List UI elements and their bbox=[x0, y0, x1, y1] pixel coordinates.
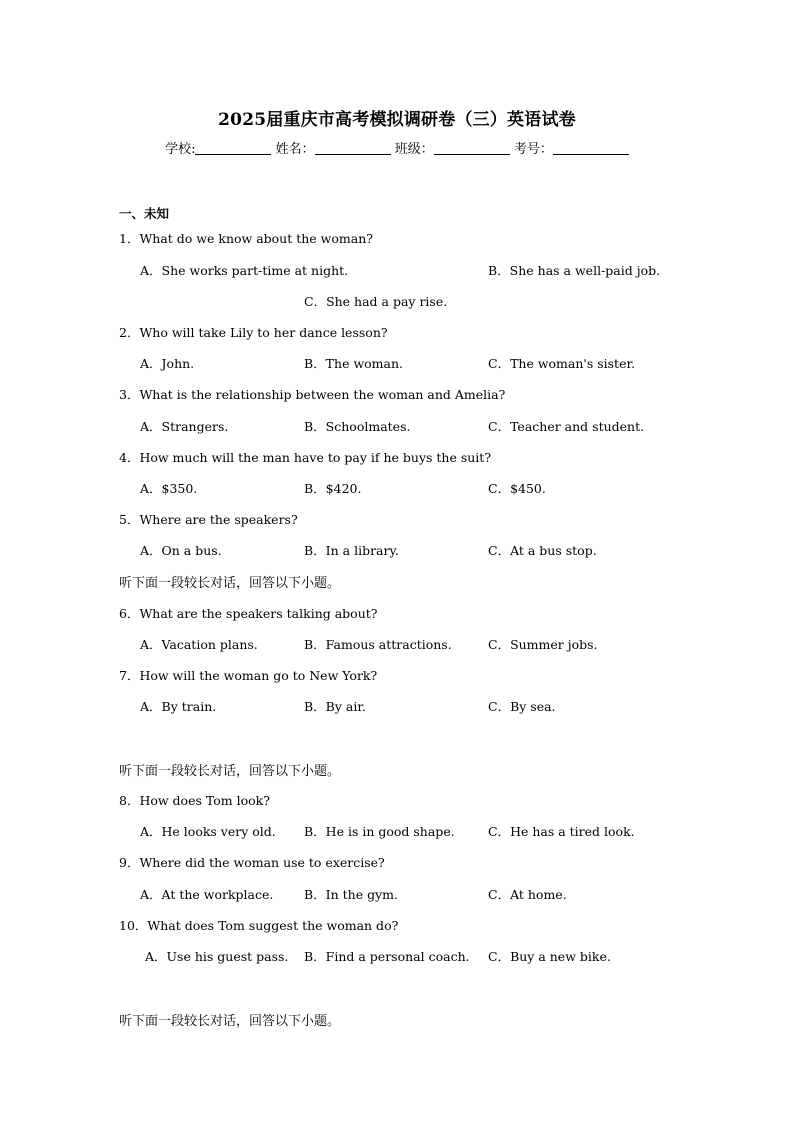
q9-option-c[interactable]: C．At home. bbox=[488, 887, 567, 902]
exam-no-label: 考号： bbox=[513, 142, 553, 157]
q6-option-c[interactable]: C．Summer jobs. bbox=[488, 637, 598, 652]
q4-option-b[interactable]: B．$420. bbox=[304, 481, 362, 496]
q6-option-b[interactable]: B．Famous attractions. bbox=[304, 637, 452, 652]
q7-option-b[interactable]: B．By air. bbox=[304, 699, 366, 714]
q2-option-c[interactable]: C．The woman's sister. bbox=[488, 356, 636, 371]
question-6: 6．What are the speakers talking about? bbox=[119, 606, 378, 621]
name-blank[interactable] bbox=[315, 141, 391, 155]
q2-option-a[interactable]: A．John. bbox=[140, 356, 195, 371]
school-blank[interactable] bbox=[195, 141, 271, 155]
q10-option-a[interactable]: A．Use his guest pass. bbox=[145, 949, 289, 964]
q7-option-c[interactable]: C．By sea. bbox=[488, 699, 556, 714]
section-heading: 一、未知 bbox=[119, 206, 170, 221]
q6-option-a[interactable]: A．Vacation plans. bbox=[140, 637, 258, 652]
q4-option-a[interactable]: A．$350. bbox=[140, 481, 198, 496]
question-7: 7．How will the woman go to New York? bbox=[119, 668, 378, 683]
q7-option-a[interactable]: A．By train. bbox=[140, 699, 217, 714]
q1-option-c[interactable]: C．She had a pay rise. bbox=[304, 294, 448, 309]
class-blank[interactable] bbox=[434, 141, 510, 155]
q8-option-b[interactable]: B．He is in good shape. bbox=[304, 824, 455, 839]
name-label: 姓名： bbox=[275, 142, 315, 157]
question-2: 2．Who will take Lily to her dance lesson? bbox=[119, 325, 388, 340]
question-1: 1．What do we know about the woman? bbox=[119, 231, 373, 246]
class-label: 班级： bbox=[394, 142, 434, 157]
question-8: 8．How does Tom look? bbox=[119, 793, 270, 808]
q3-option-b[interactable]: B．Schoolmates. bbox=[304, 419, 411, 434]
q5-option-b[interactable]: B．In a library. bbox=[304, 543, 399, 558]
question-4: 4．How much will the man have to pay if he buys the suit? bbox=[119, 450, 492, 465]
q1-option-b[interactable]: B．She has a well-paid job. bbox=[488, 263, 661, 278]
q8-option-c[interactable]: C．He has a tired look. bbox=[488, 824, 635, 839]
q2-option-b[interactable]: B．The woman. bbox=[304, 356, 403, 371]
q8-option-a[interactable]: A．He looks very old. bbox=[140, 824, 276, 839]
q1-option-a[interactable]: A．She works part-time at night. bbox=[140, 263, 349, 278]
student-info-line bbox=[0, 138, 794, 157]
listening-instruction: 听下面一段较长对话，回答以下小题。 bbox=[119, 1014, 341, 1029]
q3-option-a[interactable]: A．Strangers. bbox=[140, 419, 229, 434]
exam-no-blank[interactable] bbox=[553, 141, 629, 155]
question-9: 9．Where did the woman use to exercise? bbox=[119, 855, 385, 870]
q5-option-a[interactable]: A．On a bus. bbox=[140, 543, 222, 558]
q10-option-c[interactable]: C．Buy a new bike. bbox=[488, 949, 611, 964]
q3-option-c[interactable]: C．Teacher and student. bbox=[488, 419, 645, 434]
q4-option-c[interactable]: C．$450. bbox=[488, 481, 546, 496]
question-10: 10．What does Tom suggest the woman do? bbox=[119, 918, 399, 933]
exam-title: 2025届重庆市高考模拟调研卷（三）英语试卷 bbox=[218, 110, 576, 130]
school-label: 学校: bbox=[165, 142, 196, 157]
listening-instruction: 听下面一段较长对话，回答以下小题。 bbox=[119, 764, 341, 779]
question-5: 5．Where are the speakers? bbox=[119, 512, 298, 527]
q9-option-b[interactable]: B．In the gym. bbox=[304, 887, 398, 902]
q5-option-c[interactable]: C．At a bus stop. bbox=[488, 543, 597, 558]
q9-option-a[interactable]: A．At the workplace. bbox=[140, 887, 274, 902]
q10-option-b[interactable]: B．Find a personal coach. bbox=[304, 949, 470, 964]
question-3: 3．What is the relationship between the woman and Amelia? bbox=[119, 387, 506, 402]
listening-instruction: 听下面一段较长对话，回答以下小题。 bbox=[119, 576, 341, 591]
